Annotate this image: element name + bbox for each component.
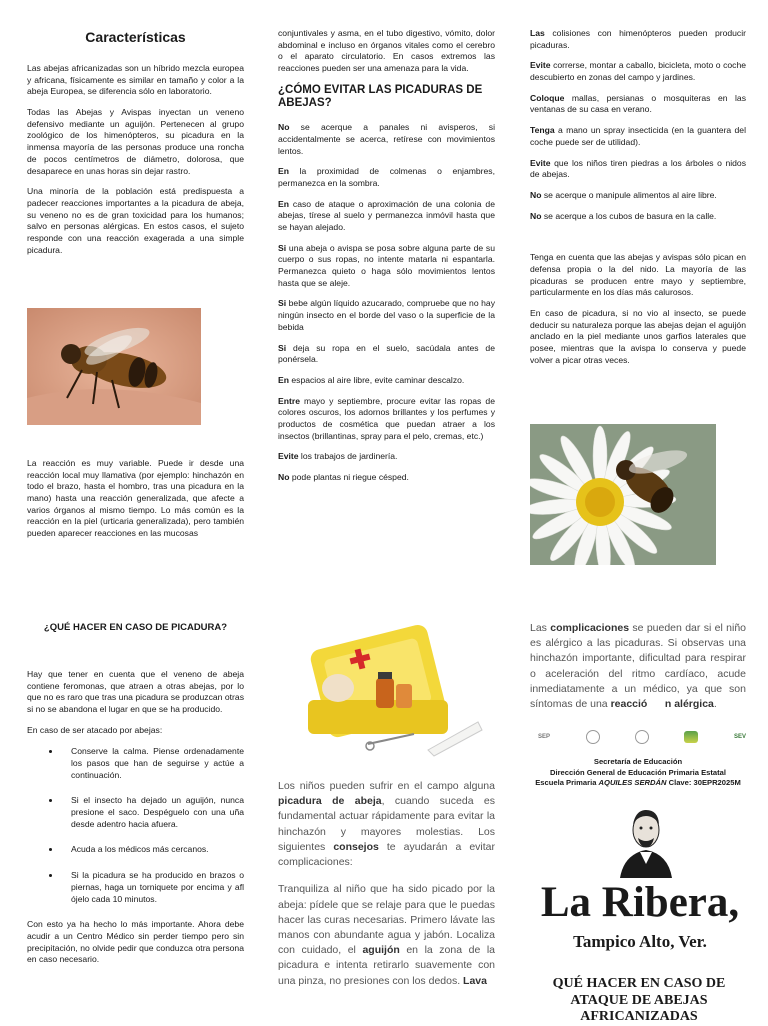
tip-keyword: En — [278, 198, 289, 209]
section-title-characteristics: Características — [85, 29, 186, 45]
tip-keyword: No — [278, 122, 290, 133]
tip-text: pode plantas ni riegue césped. — [289, 472, 409, 482]
bee-on-skin-photo — [27, 308, 201, 425]
text: en la zona de la picadura e intenta retirarlo suavemente con una pinza, no presiones con los dedos. — [278, 944, 495, 987]
text: , cuando suceda es fundamental actuar rápidamente para evitar la hinchazón y mayores molestias. Los siguientes — [278, 795, 495, 853]
paragraph: Hay que tener en cuenta que el veneno de abeja contiene feromonas, que atraen a otras abejas, por lo que no es raro que tras una picadura se produzcan otras si no se abandona el lugar en que se ha producido. — [27, 668, 244, 714]
tip-text: deja su ropa en el suelo, sacúdala antes de ponérsela. — [278, 342, 495, 365]
text: Las — [530, 622, 551, 634]
tip-keyword: Evite — [530, 60, 551, 71]
tip-paragraph — [530, 190, 746, 202]
text-bold: Lava — [463, 974, 487, 987]
municipality-title: Tampico Alto, Ver. — [573, 932, 707, 951]
text-bold: picadura de abeja — [278, 795, 382, 808]
institution-line — [528, 778, 748, 789]
paragraph: Una minoría de la población está predispuesta a padecer reacciones importantes a la picadura de abeja, su veneno no es de gran toxicidad para los humanos; salvo en personas alérgicas. En estos casos, el sujeto responde con una reacción exagerada a una simple picadura. — [27, 186, 244, 255]
tip-paragraph — [530, 125, 746, 148]
children-advice — [278, 779, 495, 989]
text-bold: aguijón — [362, 944, 400, 957]
tip-text: a mano un spray insecticida (en la guantera del coche puede ser de utilidad). — [530, 125, 746, 147]
column-what-to-do — [27, 622, 244, 975]
tip-text: bebe algún líquido azucarado, compruebe que no hay ningún insecto en el borde del vaso o la superficie de la bebida — [278, 298, 495, 332]
tip-keyword: Las — [530, 28, 545, 38]
institution-logos — [538, 728, 746, 746]
tip-text: la proximidad de colmenas o enjambres, permanezca en la sombra. — [278, 166, 495, 188]
tip-keyword: No — [530, 189, 542, 200]
paragraph: En caso de ser atacado por abejas: — [27, 724, 163, 735]
cover-title: QUÉ HACER EN CASO DE ATAQUE DE ABEJAS AFRICANIZADAS — [552, 976, 726, 1025]
complications-text — [530, 621, 746, 712]
tip-text: espacios al aire libre, evite caminar descalzo. — [288, 374, 465, 385]
tip-paragraph — [278, 199, 495, 234]
tip-text: mallas, persianas o mosquiteras en las ventanas de su casa en verano. — [530, 92, 746, 115]
tip-text: que los niños tiren piedras a los árboles o nidos de abejas. — [530, 157, 746, 180]
text-bold: n alérgica — [664, 698, 714, 711]
tip-paragraph — [530, 60, 746, 83]
text: Escuela Primaria — [535, 778, 599, 788]
bee-on-flower-photo — [530, 424, 716, 565]
tip-paragraph — [530, 28, 746, 51]
paragraph: conjuntivales y asma, en el tubo digestivo, vómito, dolor abdominal e incluso en órganos vitales como el cerebro o el aparato circulatorio. En casos extremos las reacciones pueden ser una amenaza para la vida. — [278, 28, 495, 74]
list-item: • Si el insecto ha dejado un aguijón, nunca presione el saco. Despéguelo con una uña desde adentro hacia afuera. — [61, 795, 244, 830]
text-italic: AQUILES SERDÁN — [598, 778, 667, 788]
sev-logo: SEV — [733, 734, 746, 740]
first-aid-kit-photo — [278, 622, 488, 766]
tip-keyword: No — [278, 472, 290, 482]
institution-block — [528, 757, 748, 789]
tip-paragraph — [530, 211, 746, 223]
text: te ayudarán a evitar complicaciones: — [278, 840, 495, 869]
text-bold: reacció — [610, 698, 648, 711]
tip-text: una abeja o avispa se posa sobre alguna parte de su cuerpo o sus ropas, no intente matarla ni espantarla. Permanezca quieto o haga sólo movimientos lentos hasta que se aleje. — [278, 242, 495, 288]
tip-paragraph — [278, 166, 495, 189]
tip-keyword: Evite — [530, 157, 551, 168]
tip-text: los trabajos de jardinería. — [298, 451, 398, 462]
tip-text: se acerque a los cubos de basura en la calle. — [541, 210, 717, 221]
column-prevention-cont — [530, 28, 746, 375]
prevention-tips-cont — [530, 28, 746, 222]
state-seal-icon — [635, 730, 649, 744]
tip-keyword: Entre — [278, 395, 300, 406]
tip-paragraph — [278, 243, 495, 290]
prevention-tips — [278, 122, 495, 484]
veracruz-logo-icon — [684, 731, 698, 743]
tip-keyword: En — [278, 374, 289, 385]
seal-icon — [586, 730, 600, 744]
column-prevention — [278, 28, 495, 493]
list-item: • Si la picadura se ha producido en brazos o piernas, haga un torniquete por encima y afl ójelo cada 10 minutos. — [61, 870, 244, 905]
town-title: La Ribera, — [540, 879, 740, 926]
paragraph: Las abejas africanizadas son un híbrido mezcla europea y africana, físicamente es similar en tamaño y color a la abeja Europea, se diferencia sólo en laboratorio. — [27, 63, 244, 97]
paragraph: La reacción es muy variable. Puede ir desde una reacción local muy llamativa (por ejemplo: hinchazón en todo el brazo, hasta el hombro, tras una picadura en la mano) hasta una reacción generalizada, que afecte a varios órganos al mismo tiempo. Lo más común es la reacción en la piel (urticaria generalizada), pero también pueden aparecer reacciones en las mucosas — [27, 458, 244, 539]
tip-text: caso de ataque o aproximación de una colonia de abejas, tírese al suelo y permanezca inmóvil hasta que se hayan alejado. — [278, 198, 495, 232]
institution-line: Dirección General de Educación Primaria Estatal — [550, 767, 726, 777]
tip-keyword: Coloque — [530, 92, 565, 103]
tip-text: se acerque a panales ni avisperos, si accidentalmente se acerca, retírese con movimientos lentos. — [278, 122, 495, 156]
text: Los niños pueden sufrir en el campo alguna — [278, 780, 495, 792]
paragraph — [278, 882, 495, 989]
tip-paragraph — [278, 343, 495, 366]
column-characteristics — [27, 28, 244, 265]
section-title-what-to-do: ¿QUÉ HACER EN CASO DE PICADURA? — [43, 622, 228, 633]
tip-paragraph — [530, 158, 746, 181]
tip-keyword: Si — [278, 342, 287, 353]
tip-paragraph — [278, 375, 495, 387]
tip-paragraph — [278, 122, 495, 157]
text: se pueden dar si el niño es alérgico a las picaduras. Si observas una hinchazón importante, dificultad para respirar o aceleración del ritmo cardíaco, acude inmediatamente a un médico, ya que son síntomas de una — [530, 622, 746, 711]
tip-text: correrse, montar a caballo, bicicleta, moto o coche descubierto en zonas del campo y jardines. — [530, 60, 746, 83]
list-item: • Conserve la calma. Piense ordenadamente los pasos que han de seguirse y actúe a continuación. — [61, 746, 244, 781]
paragraph: En caso de picadura, si no vio al insecto, se puede deducir su naturaleza porque las abejas dejan el aguijón anclado en la piel mediante unos garfios laterales que posee, mientras que la avispa lo conserva y puede volver a picar otras veces. — [530, 308, 746, 365]
tip-text: se acerque o manipule alimentos al aire libre. — [541, 189, 717, 200]
paragraph — [278, 779, 495, 870]
tip-paragraph — [530, 93, 746, 116]
institution-line: Secretaría de Educación — [593, 757, 683, 766]
list-item: • Acuda a los médicos más cercanos. — [61, 844, 244, 856]
text: Clave: 30EPR2025M — [666, 778, 741, 788]
column-characteristics-cont — [27, 458, 244, 549]
tip-keyword: En — [278, 166, 289, 177]
tip-text: colisiones con himenópteros pueden producir picaduras. — [530, 28, 746, 50]
tip-paragraph — [278, 298, 495, 333]
section-title-prevention: ¿CÓMO EVITAR LAS PICADURAS DE ABEJAS? — [278, 83, 483, 109]
sep-logo: SEP — [538, 734, 551, 740]
text: Tranquiliza al niño que ha sido picado por la abeja: pídele que se relaje para que le puedas hacer las curas necesarias. Primero lávate las manos con abundante agua y jabón. Localiza con cuidado, el — [278, 883, 495, 957]
tip-keyword: Evite — [278, 451, 299, 462]
tip-keyword: No — [530, 210, 542, 221]
tip-keyword: Tenga — [530, 125, 555, 136]
text-bold: complicaciones — [550, 622, 630, 634]
tip-paragraph — [278, 472, 495, 484]
attack-steps-list — [27, 746, 244, 905]
paragraph: Tenga en cuenta que las abejas y avispas sólo pican en defensa propia o la del nido. La mayoría de las picaduras se producen entre mayo y septiembre, particularmente en los días más calurosos. — [530, 252, 746, 298]
text: . — [713, 698, 717, 711]
tip-keyword: Si — [278, 242, 287, 253]
text-bold: consejos — [333, 840, 379, 853]
tip-text: mayo y septiembre, procure evitar las ropas de colores oscuros, los adornos brillantes y los perfumes y productos de cosmética que puedan atraer a los insectos (brillantinas, spray para el pelo, cremas, etc.) — [278, 395, 495, 441]
tip-paragraph — [278, 451, 495, 463]
paragraph: Con esto ya ha hecho lo más importante. Ahora debe acudir a un Centro Médico sin perder tiempo pero sin precipitación, no olvide pedir que conduzca otra persona en caso necesario. — [27, 919, 244, 965]
paragraph: Todas las Abejas y Avispas inyectan un veneno defensivo mediante un aguijón. Pertenecen al grupo zoológico de los himenópteros, su picadura en la inmensa mayoría de las personas produce una roncha de pocos centímetros de diámetro, dolorosa, que desaparece en unas horas sin dejar rastro. — [27, 107, 244, 176]
portrait-drawing — [614, 800, 678, 878]
tip-keyword: Si — [278, 298, 287, 309]
tip-paragraph — [278, 396, 495, 443]
